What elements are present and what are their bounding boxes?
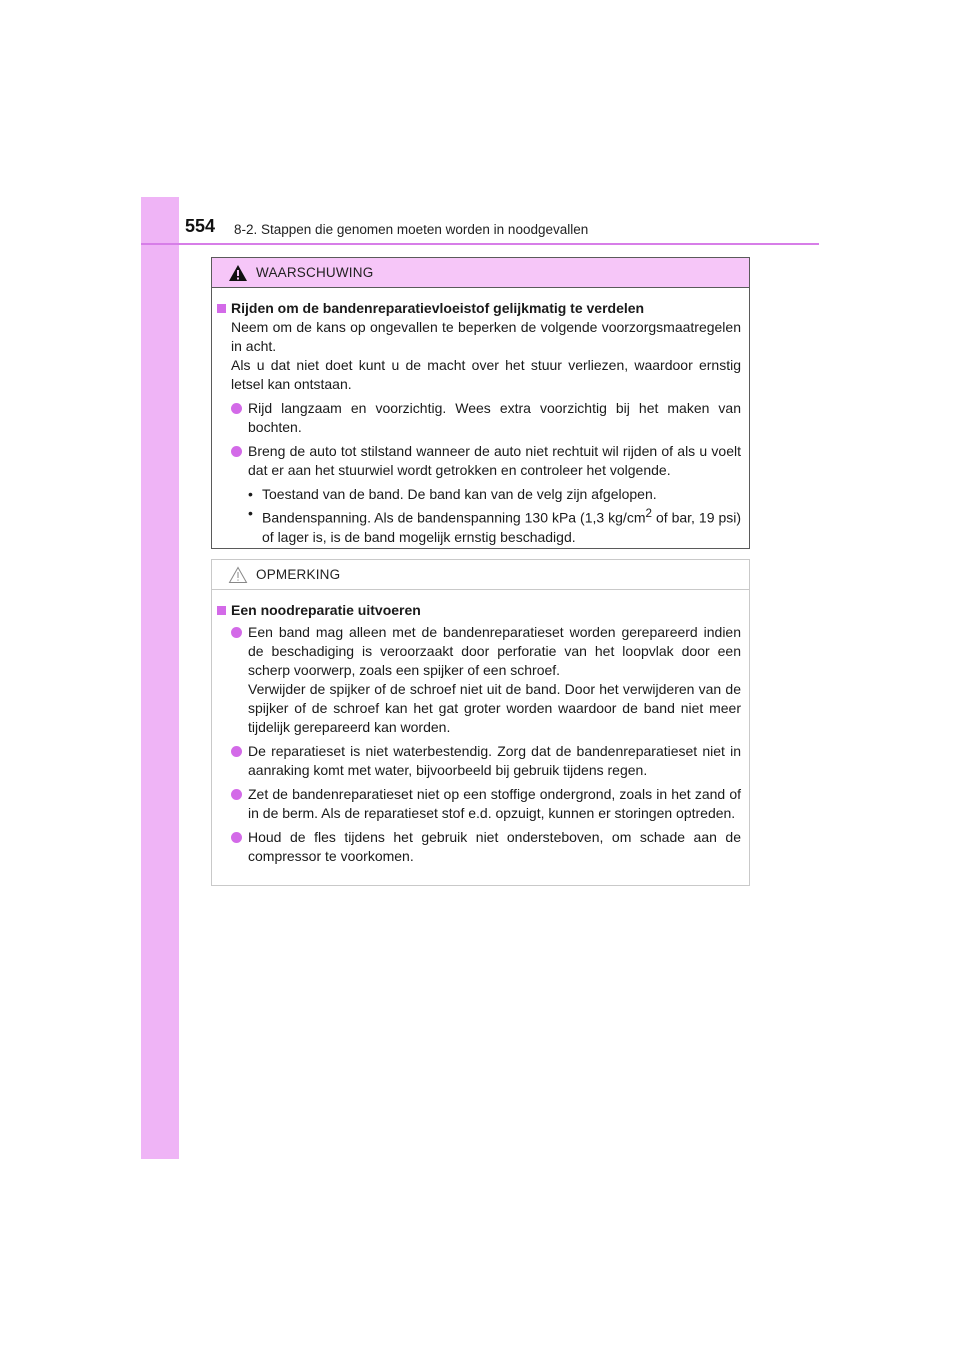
notice-bullet-1-text — [248, 623, 741, 737]
warning-sub-list — [217, 485, 741, 547]
notice-bullet-4-text: Houd de fles tijdens het gebruik niet ondersteboven, om schade aan de compressor te voorkomen. — [248, 829, 741, 864]
notice-bullet-1-line: Een band mag alleen met de bandenreparatieset worden gerepareerd indien de beschadiging is veroorzaakt door perforatie van het loopvlak door een scherp voorwerp, zoals een spijker of een schroef. — [248, 624, 741, 678]
notice-bullet-3 — [217, 785, 741, 823]
warning-section-title-text: Rijden om de bandenreparatievloeistof gelijkmatig te verdelen — [231, 300, 645, 316]
sub-bullet-marker: • — [248, 486, 253, 502]
notice-bullet-1-continuation: Verwijder de spijker of de schroef niet uit de band. Door het verwijderen van de spijker of de schroef kan het gat groter worden waardoor de band niet meer tijdelijk gerepareerd kan worden. — [248, 681, 741, 735]
notice-bullet-2 — [217, 742, 741, 780]
warning-paragraph-2: Als u dat niet doet kunt u de macht over het stuur verliezen, waardoor ernstig letsel kan ontstaan. — [231, 357, 741, 392]
header-rule — [141, 243, 819, 245]
bullet-dot-icon — [231, 627, 242, 638]
notice-section-title-text: Een noodreparatie uitvoeren — [231, 602, 421, 618]
pressure-text-before: Bandenspanning. Als de bandenspanning 130 kPa (1,3 kg/cm — [262, 509, 646, 526]
notice-bullet-4 — [217, 828, 741, 866]
warning-bullet-2 — [217, 442, 741, 480]
pressure-text-after: of bar, 19 psi) of lager is, is de band mogelijk ernstig beschadigd. — [262, 509, 742, 545]
bullet-dot-icon — [231, 832, 242, 843]
warning-paragraph-1: Neem om de kans op ongevallen te beperken de volgende voorzorgsmaatregelen in acht. — [231, 319, 741, 354]
notice-box — [211, 559, 750, 886]
bullet-dot-icon — [231, 446, 242, 457]
warning-bullet-1 — [217, 399, 741, 437]
notice-bullet-1 — [217, 623, 741, 737]
sub-bullet-marker: • — [248, 505, 253, 521]
notice-header — [212, 560, 749, 590]
section-square-icon — [217, 606, 226, 615]
notice-body — [212, 590, 749, 866]
section-square-icon — [217, 304, 226, 313]
warning-triangle-filled-icon — [228, 264, 248, 282]
warning-bullet-1-text: Rijd langzaam en voorzichtig. Wees extra voorzichtig bij het maken van bochten. — [248, 400, 741, 435]
warning-sub-item-1-text: Toestand van de band. De band kan van de velg zijn afgelopen. — [262, 486, 657, 502]
notice-section-title — [217, 601, 741, 620]
warning-bullet-2-text: Breng de auto tot stilstand wanneer de auto niet rechtuit wil rijden of als u voelt dat er aan het stuurwiel wordt getrokken en controleer het volgende. — [248, 443, 741, 478]
warning-triangle-outline-icon — [228, 566, 248, 584]
notice-title: OPMERKING — [256, 567, 341, 582]
bullet-dot-icon — [231, 789, 242, 800]
warning-header — [212, 258, 749, 288]
notice-bullet-2-text: De reparatieset is niet waterbestendig. Zorg dat de bandenreparatieset niet in aanraking komt met water, bijvoorbeeld bij gebruik tijdens regen. — [248, 743, 741, 778]
warning-sub-item-1 — [248, 485, 741, 504]
warning-body — [212, 288, 749, 547]
warning-section-title — [217, 299, 741, 318]
warning-sub-item-2 — [248, 504, 741, 547]
warning-title: WAARSCHUWING — [256, 265, 374, 280]
page-number: 554 — [185, 216, 216, 236]
warning-sub-item-2-text — [262, 504, 741, 547]
page-header-title: 8-2. Stappen die genomen moeten worden in noodgevallen — [234, 222, 589, 237]
superscript-2: 2 — [645, 507, 652, 520]
warning-box — [211, 257, 750, 549]
bullet-dot-icon — [231, 746, 242, 757]
bullet-dot-icon — [231, 403, 242, 414]
chapter-side-tab — [141, 197, 179, 1159]
notice-bullet-3-text: Zet de bandenreparatieset niet op een stoffige ondergrond, zoals in het zand of in de berm. Als de reparatieset stof e.d. opzuigt, kunnen er storingen optreden. — [248, 786, 741, 821]
